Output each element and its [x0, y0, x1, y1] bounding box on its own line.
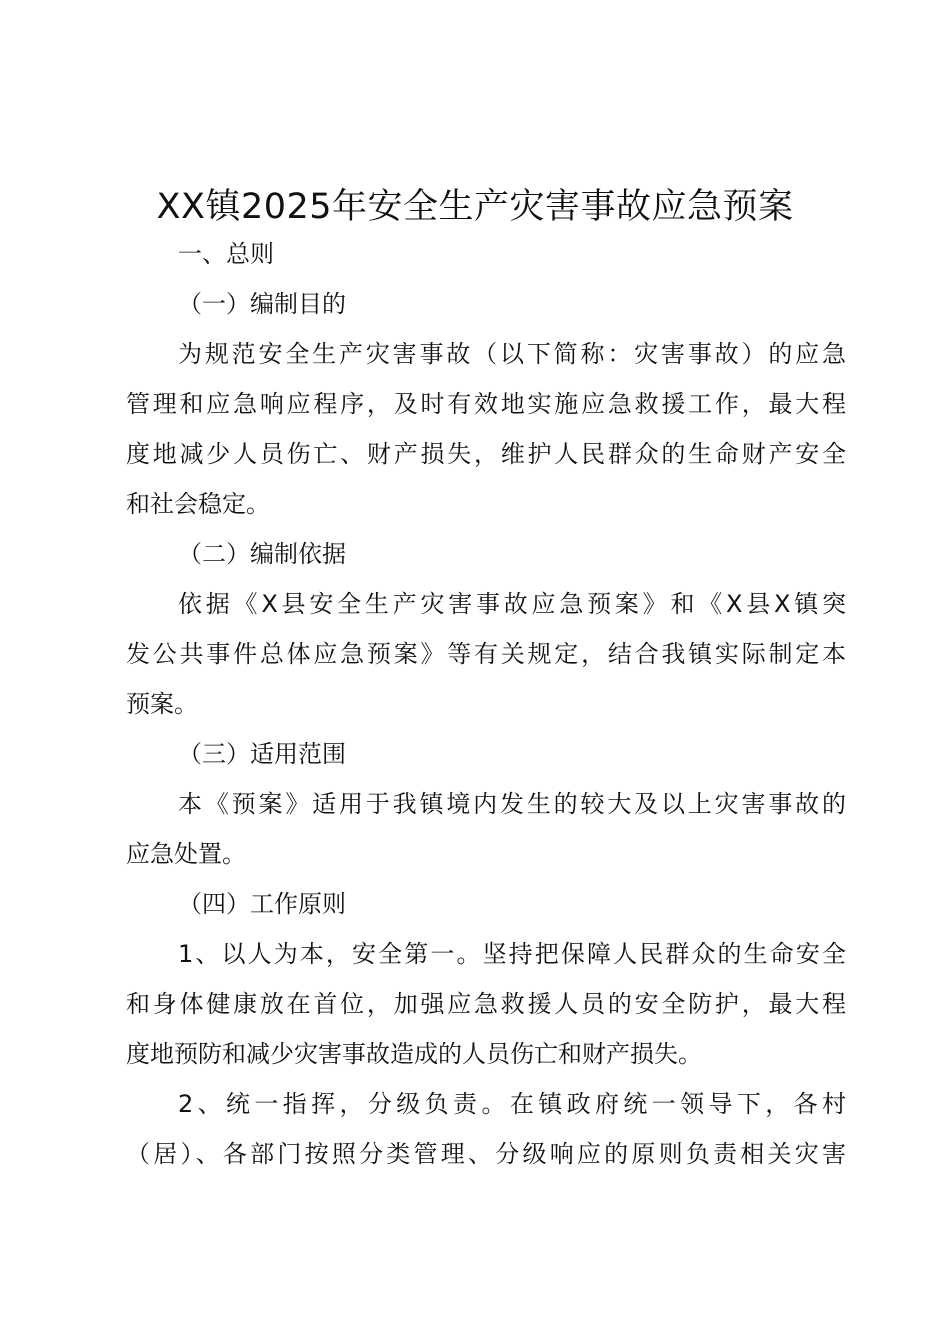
document-title: XX镇2025年安全生产灾害事故应急预案: [156, 187, 794, 227]
paragraph-line: 本《预案》适用于我镇境内发生的较大及以上灾害事故的: [178, 790, 846, 818]
paragraph-line: 度地预防和减少灾害事故造成的人员伤亡和财产损失。: [126, 1040, 702, 1068]
subsection-heading-purpose: （一）编制目的: [178, 290, 346, 318]
subsection-heading-principles: （四）工作原则: [178, 890, 346, 918]
paragraph-line: 预案。: [126, 690, 198, 718]
paragraph-line: 和社会稳定。: [126, 490, 270, 518]
paragraph-line: 应急处置。: [126, 840, 246, 868]
subsection-heading-scope: （三）适用范围: [178, 740, 346, 768]
paragraph-line: 和身体健康放在首位，加强应急救援人员的安全防护，最大程: [126, 990, 846, 1018]
paragraph-line: 度地减少人员伤亡、财产损失，维护人民群众的生命财产安全: [126, 440, 846, 468]
section-heading-general: 一、总则: [178, 240, 274, 268]
paragraph-line: 1、以人为本，安全第一。坚持把保障人民群众的生命安全: [178, 940, 846, 968]
paragraph-line: 发公共事件总体应急预案》等有关规定，结合我镇实际制定本: [126, 640, 846, 668]
paragraph-line: 2、统一指挥，分级负责。在镇政府统一领导下，各村: [178, 1090, 846, 1118]
paragraph-line: 依据《X县安全生产灾害事故应急预案》和《X县X镇突: [178, 590, 846, 618]
subsection-heading-basis: （二）编制依据: [178, 540, 346, 568]
paragraph-line: 管理和应急响应程序，及时有效地实施应急救援工作，最大程: [126, 390, 846, 418]
paragraph-line: 为规范安全生产灾害事故（以下简称：灾害事故）的应急: [178, 340, 846, 368]
paragraph-line: （居）、各部门按照分类管理、分级响应的原则负责相关灾害: [126, 1140, 846, 1168]
